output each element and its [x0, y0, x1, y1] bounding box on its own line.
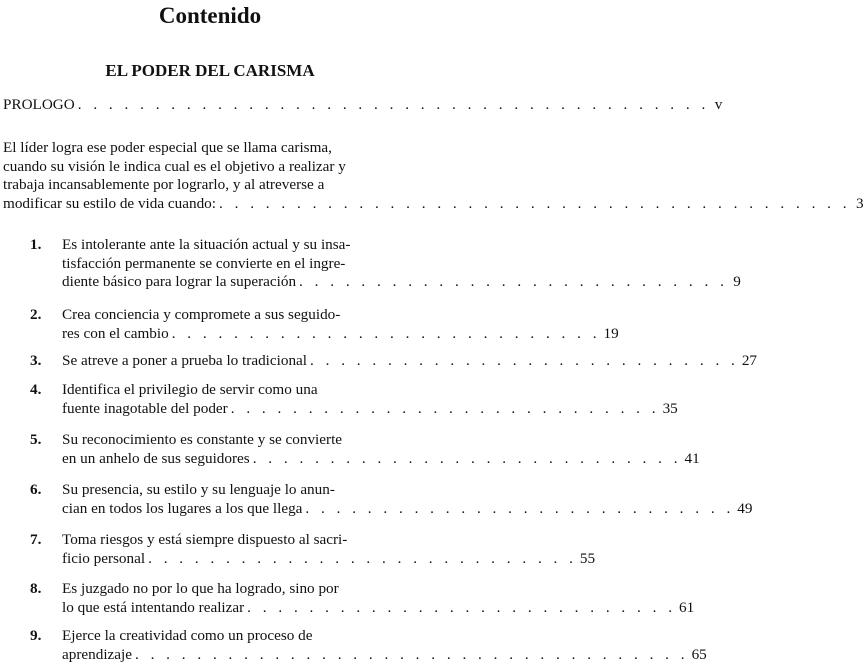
entry-number: 9. [30, 627, 42, 644]
entry-number: 3. [30, 352, 42, 369]
dot-leader: . . . . . . . . . . . . . . . . . . . . . . . . . . . . [299, 273, 728, 290]
entry-line: ficio personal [62, 549, 146, 567]
toc-entry[interactable] [30, 236, 741, 292]
dot-leader: . . . . . . . . . . . . . . . . . . . . . . . . . . . . . . . . . . . . . . . . . [77, 96, 710, 113]
toc-prologue-row[interactable] [3, 96, 723, 115]
prologue-label: PROLOGO [3, 96, 75, 113]
entry-page: 19 [603, 324, 619, 342]
entry-number: 1. [30, 236, 42, 253]
entry-line: aprendizaje [62, 645, 132, 663]
dot-leader: . . . . . . . . . . . . . . . . . . . . . . . . . . . . [305, 499, 735, 517]
dot-leader: . . . . . . . . . . . . . . . . . . . . . . . . . . . . [230, 399, 660, 417]
entry-number: 2. [30, 306, 42, 323]
dot-leader: . . . . . . . . . . . . . . . . . . . . . . . . . . . . [252, 449, 682, 467]
intro-last-row[interactable] [3, 194, 864, 214]
dot-leader: . . . . . . . . . . . . . . . . . . . . . . . . . . . . [310, 352, 739, 369]
entry-line: Crea conciencia y compromete a sus seguido- [62, 306, 341, 323]
entry-line: cian en todos los lugares a los que llega [62, 499, 303, 517]
entry-line: Ejerce la creatividad como un proceso de [62, 627, 313, 644]
entry-page: 27 [741, 352, 758, 369]
toc-entry[interactable] [30, 431, 700, 468]
entry-line: fuente inagotable del poder [62, 399, 228, 417]
entry-page: 41 [684, 449, 700, 467]
entry-line: Toma riesgos y está siempre dispuesto al sacri- [62, 531, 348, 548]
entry-page: 61 [679, 598, 695, 616]
entry-line: tisfacción permanente se convierte en el ingre- [62, 254, 346, 272]
intro-line: El líder logra ese poder especial que se llama carisma, [3, 139, 332, 156]
entry-number: 4. [30, 381, 42, 398]
entry-line: Se atreve a poner a prueba lo tradicional [62, 352, 307, 369]
entry-line: Identifica el privilegio de servir como una [62, 381, 318, 398]
entry-line: Es juzgado no por lo que ha logrado, sino por [62, 580, 339, 597]
dot-leader: . . . . . . . . . . . . . . . . . . . . . . . . . . . . [247, 598, 676, 616]
intro-line: cuando su visión le indica cual es el objetivo a realizar y [3, 157, 346, 175]
entry-line: lo que está intentando realizar [62, 598, 245, 616]
dot-leader: . . . . . . . . . . . . . . . . . . . . . . . . . . . . . . . . . . . . . . . . . [219, 194, 851, 212]
dot-leader: . . . . . . . . . . . . . . . . . . . . . . . . . . . . . . . . . . . . [134, 645, 689, 663]
page-title: Contenido [158, 3, 262, 28]
toc-entry[interactable] [30, 627, 707, 664]
entry-number: 8. [30, 580, 42, 597]
entry-page: 65 [691, 645, 707, 663]
prologue-page: v [714, 96, 723, 113]
entry-number: 7. [30, 531, 42, 548]
toc-entry[interactable] [30, 352, 758, 371]
intro-paragraph [3, 139, 864, 213]
toc-entry[interactable] [30, 306, 619, 343]
intro-page: 3 [855, 194, 864, 212]
entry-line: Su reconocimiento es constante y se convierte [62, 431, 343, 448]
toc-entry[interactable] [30, 481, 753, 518]
entry-number: 6. [30, 481, 42, 498]
entry-line: Es intolerante ante la situación actual y su insa- [62, 236, 351, 253]
toc-entry[interactable] [30, 580, 695, 617]
toc-entry[interactable] [30, 531, 596, 568]
dot-leader: . . . . . . . . . . . . . . . . . . . . . . . . . . . . [148, 549, 577, 567]
entry-page: 9 [733, 273, 741, 290]
entry-line: diente básico para lograr la superación [62, 273, 297, 290]
toc-entry[interactable] [30, 381, 678, 418]
entry-page: 49 [737, 499, 753, 517]
book-section-title: EL PODER DEL CARISMA [105, 61, 315, 80]
intro-line: trabaja incansablemente por lograrlo, y al atreverse a [3, 176, 325, 193]
entry-line: Su presencia, su estilo y su lenguaje lo anun- [62, 481, 335, 498]
entry-line: res con el cambio [62, 324, 169, 342]
entry-line: en un anhelo de sus seguidores [62, 449, 250, 467]
intro-line: modificar su estilo de vida cuando: [3, 194, 216, 212]
entry-page: 35 [662, 399, 678, 417]
entry-number: 5. [30, 431, 42, 448]
entry-page: 55 [579, 549, 596, 567]
dot-leader: . . . . . . . . . . . . . . . . . . . . . . . . . . . . [171, 324, 601, 342]
